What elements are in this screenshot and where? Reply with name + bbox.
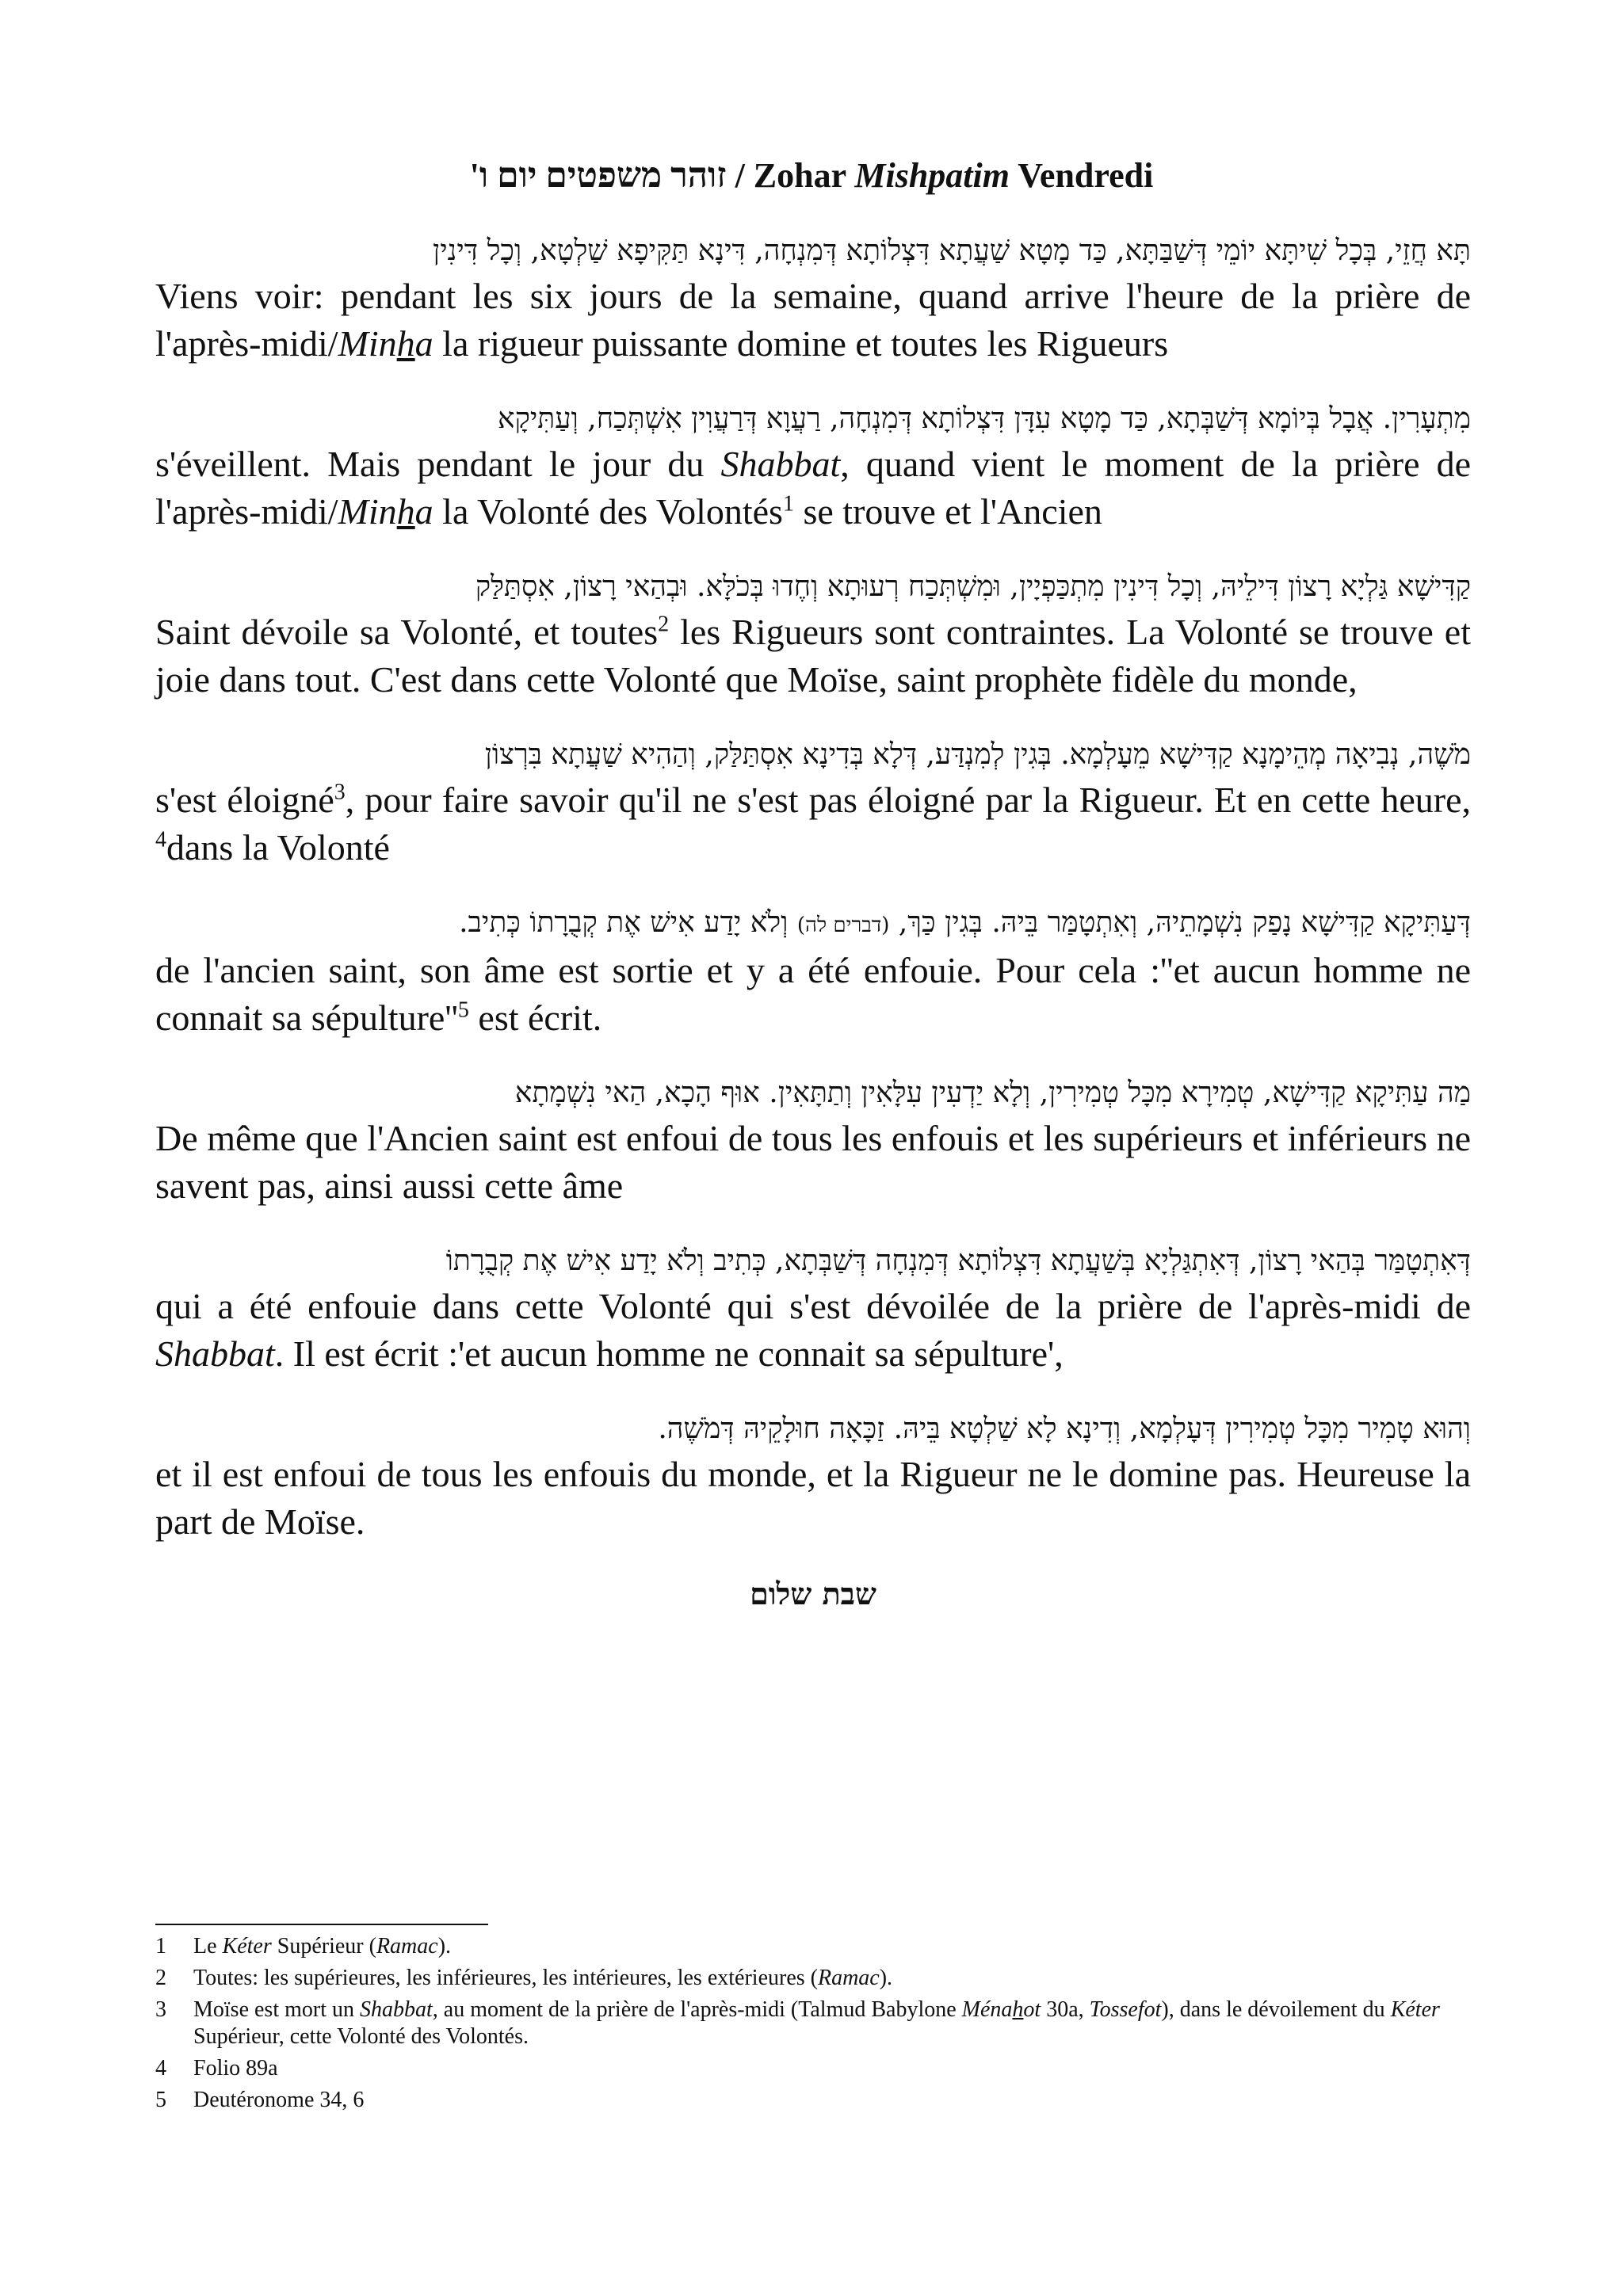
footnote-text-part: au moment de la prière de l'après-midi (Talmud Babylone	[437, 1997, 962, 2022]
french-text: De même que l'Ancien saint est enfoui de tous les enfouis et les supérieurs et inférieurs ne savent pas, ainsi aussi cette âme	[155, 1118, 1471, 1206]
underlined-h: h	[1012, 1997, 1024, 2022]
hebrew-line: קַדִּישָׁא גַּלְיָא רָצוֹן דִּילֵיהּ, וְכָל דִּינִין מִתְכַּפְיָין, וּמִשְׁתְּכַח רְעוּתָא וְחֶדוּ בְּכֹלָּא. וּבְהַאי רָצוֹן, אִסְתַּלַּק	[475, 570, 1471, 603]
footnote-item	[155, 2055, 1471, 2082]
footnote-number: 4	[155, 2056, 166, 2081]
footnote-text-part: ).	[879, 1966, 893, 1990]
italic-term: Shabbat,	[360, 1997, 438, 2022]
italic-term: Tossefot	[1089, 1997, 1162, 2022]
footnote-ref[interactable]: 4	[155, 827, 166, 852]
text-block	[155, 230, 1471, 368]
footnote-text-part: Ména	[961, 1997, 1013, 2022]
french-paragraph	[155, 441, 1471, 536]
title-zohar: Zohar	[753, 156, 855, 195]
french-text: s'éveillent. Mais pendant le jour du	[155, 444, 721, 484]
footnote-text-part: ), dans le dévoilement du	[1161, 1997, 1391, 2022]
french-text: la rigueur puissante domine et toutes les Rigueurs	[433, 323, 1169, 364]
french-text: qui a été enfouie dans cette Volonté qui s'est dévoilée de la prière de l'après-midi de	[155, 1286, 1471, 1326]
french-paragraph	[155, 947, 1471, 1042]
hebrew-text: דְּעַתִּיקָא קַדִּישָׁא נָפַק נִשְׁמָתֵיהּ, וְאִתְטָמַּר בֵּיהּ. בְּגִין כַּךְ,	[889, 906, 1471, 939]
french-text: , pour faire savoir qu'il ne s'est pas éloigné par la Rigueur. Et en cette heure,	[345, 780, 1471, 820]
text-body	[155, 230, 1471, 1612]
title-mishpatim: Mishpatim	[854, 156, 1010, 195]
footnote-text-part: Toutes: les supérieures, les inférieures, les intérieures, les extérieures (	[193, 1966, 818, 1990]
french-paragraph	[155, 1451, 1471, 1546]
footnote-text-part: Supérieur (	[271, 1934, 376, 1958]
footnote-text-part: ot	[1023, 1997, 1041, 2022]
footnote-text-part: Moïse est mort un	[193, 1997, 360, 2022]
minha-italic	[338, 323, 433, 364]
title-hebrew: זוהר משפטים יום ו'	[469, 156, 727, 195]
hebrew-line: מֹשֶׁה, נְבִיאָה מְהֵימָנָא קַדִּישָׁא מֵעָלְמָא. בְּגִין לְמִנְדַּע, דְּלָא בְּדִינָא אִסְתַּלַּק, וְהַהִיא שַׁעֲתָא בִּרְצוֹן	[484, 738, 1471, 771]
french-text: Viens voir: pendant les six jours de la semaine, quand arrive l'heure de la prière de l'après-midi/	[155, 276, 1471, 364]
footnote-item	[155, 1933, 1471, 1960]
french-text: Saint dévoile sa Volonté, et toutes	[155, 612, 659, 652]
footnote-ref[interactable]: 3	[334, 780, 346, 805]
minha-underlined-h: h	[396, 323, 415, 364]
minha-part: a	[414, 491, 433, 532]
french-text: de l'ancien saint, son âme est sortie et y a été enfouie. Pour cela :''et aucun homme ne connait sa sépulture''	[155, 950, 1471, 1038]
french-text: . Il est écrit :'et aucun homme ne connait sa sépulture',	[274, 1333, 1064, 1374]
minha-italic	[338, 491, 433, 532]
french-text: se trouve et l'Ancien	[793, 491, 1102, 532]
french-text: est écrit.	[468, 997, 602, 1038]
french-text: dans la Volonté	[166, 827, 390, 868]
footnote-text-part: ).	[437, 1934, 452, 1958]
french-paragraph	[155, 776, 1471, 871]
hebrew-line: מַה עַתִּיקָא קַדִּישָׁא, טְמִירָא מִכָּל טְמִירִין, וְלָא יַדְעִין עִלָּאִין וְתַתָּאִין. אוּף הָכָא, הַאי נִשְׁמָתָא	[514, 1077, 1471, 1109]
text-block	[155, 1408, 1471, 1546]
footnote-text-part: Le	[193, 1934, 223, 1958]
footnote-text-part: Supérieur, cette Volonté des Volontés.	[193, 2024, 529, 2049]
french-text: s'est éloigné	[155, 780, 334, 820]
footnote-number: 3	[155, 1997, 166, 2022]
footnote-ref[interactable]: 5	[457, 997, 469, 1023]
menahot-italic	[962, 1997, 1041, 2022]
italic-term: Ramac	[376, 1934, 438, 1958]
hebrew-line	[155, 902, 1471, 947]
footnote-number: 2	[155, 1966, 166, 1990]
minha-underlined-h: h	[396, 491, 415, 532]
italic-term: Shabbat	[155, 1333, 275, 1374]
hebrew-reference: (דברים לה)	[796, 913, 890, 937]
footnote-divider	[155, 1924, 488, 1925]
italic-term: Shabbat	[720, 444, 841, 484]
footnote-text: Deutéronome 34, 6	[193, 2088, 365, 2112]
french-paragraph	[155, 1115, 1471, 1210]
footnotes-section	[155, 1924, 1471, 2119]
footnote-number: 1	[155, 1934, 166, 1958]
minha-part: a	[414, 323, 433, 364]
french-text: la Volonté des Volontés	[433, 491, 783, 532]
footnote-number: 5	[155, 2088, 166, 2112]
text-block	[155, 566, 1471, 704]
footnote-text	[193, 1965, 1471, 1992]
text-block	[155, 1240, 1471, 1378]
closing-greeting: שבת שלום	[750, 1576, 876, 1611]
hebrew-text: וְלֹא יָדַע אִישׁ אֶת קְבֻרָתוֹ כְּתִיב.	[459, 906, 797, 939]
italic-term: Kéter	[222, 1934, 272, 1958]
french-paragraph	[155, 273, 1471, 368]
minha-part: Min	[338, 491, 397, 532]
french-text: et il est enfoui de tous les enfouis du monde, et la Rigueur ne le domine pas. Heureuse la part de Moïse.	[155, 1454, 1471, 1542]
hebrew-line: דְּאִתְטָמַּר בְּהַאי רָצוֹן, דְּאִתְגַּלְיָא בְּשַׁעֲתָא דִּצְלוֹתָא דְּמִנְחָה דְּשַׁבְּתָא, כְּתִיב וְלֹא יָדַע אִישׁ אֶת קְבֻרָתוֹ	[445, 1245, 1471, 1277]
footnote-text	[193, 1933, 1471, 1960]
french-paragraph	[155, 1283, 1471, 1378]
footnote-item	[155, 1997, 1471, 2050]
hebrew-line: מִתְעָרִין. אֲבָל בְּיוֹמָא דְּשַׁבְּתָא, כַּד מָטָא עִדָּן דִּצְלוֹתָא דְּמִנְחָה, רַעֲוָא דְּרַעֲוִין אִשְׁתְּכַח, וְעַתִּיקָא	[498, 402, 1471, 435]
text-block	[155, 902, 1471, 1042]
footnote-ref[interactable]: 1	[782, 491, 794, 517]
italic-term: Kéter	[1390, 1997, 1440, 2022]
hebrew-line: וְהוּא טָמִיר מִכָּל טְמִירִין דְּעָלְמָא, וְדִינָא לָא שַׁלְטָא בֵּיהּ. זַכָּאָה חוּלָקֵיהּ דְּמֹשֶׁה.	[658, 1413, 1471, 1445]
footnote-text: Folio 89a	[193, 2056, 278, 2081]
title-day: Vendredi	[1009, 156, 1154, 195]
text-block	[155, 734, 1471, 871]
text-block	[155, 1072, 1471, 1210]
hebrew-line: תָּא חֲזֵי, בְּכָל שִׁיתָּא יוֹמֵי דְּשַׁבַּתָּא, כַּד מָטָא שַׁעֲתָא דִּצְלוֹתָא דְּמִנְחָה, דִּינָא תַּקִּיפָא שַׁלְטָא, וְכָל דִּינִין	[433, 235, 1471, 267]
french-paragraph	[155, 608, 1471, 704]
text-block	[155, 398, 1471, 536]
footnote-item	[155, 2087, 1471, 2114]
footnote-text-part: 30a,	[1041, 1997, 1090, 2022]
footnote-ref[interactable]: 2	[658, 612, 670, 637]
title-separator: /	[726, 156, 754, 195]
footnote-item	[155, 1965, 1471, 1992]
footnote-text	[193, 1997, 1471, 2050]
minha-part: Min	[338, 323, 397, 364]
italic-term: Ramac	[817, 1966, 880, 1990]
page-title	[0, 155, 1623, 196]
french-text: , quand vient le moment de la prière de l'après-midi/	[155, 444, 1471, 532]
french-text: les Rigueurs sont contraintes. La Volonté se trouve et joie dans tout. C'est dans cette Volonté que Moïse, saint prophète fidèle du monde,	[155, 612, 1471, 700]
